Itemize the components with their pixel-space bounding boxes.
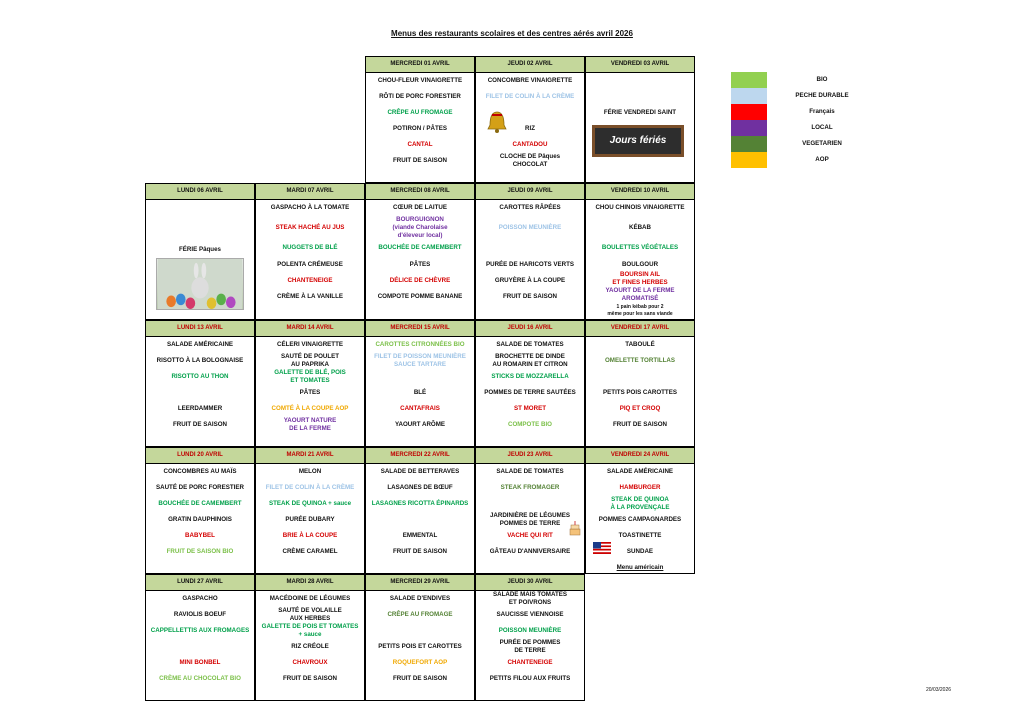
- day-header: MERCREDI 29 AVRIL: [366, 575, 474, 591]
- day-mon13: [145, 320, 255, 447]
- legend-swatch-peche: [731, 88, 767, 104]
- legend-swatch-aop: [731, 152, 767, 168]
- menu-item: CHANTENEIGE: [287, 277, 333, 284]
- menu-item: (viande Charolaise: [392, 224, 448, 231]
- legend-label-vegetarien: VEGETARIEN: [802, 140, 842, 147]
- legend-label-francais: Français: [809, 108, 835, 115]
- menu-item: POISSON MEUNIÈRE: [498, 627, 562, 634]
- legend-label-local: LOCAL: [811, 124, 833, 131]
- day-header: LUNDI 06 AVRIL: [146, 184, 254, 200]
- menu-item: CRÊPE AU FROMAGE: [387, 109, 453, 116]
- legend-swatch-local: [731, 120, 767, 136]
- menu-item: FRUIT DE SAISON: [173, 421, 227, 428]
- menu-item: BLÉ: [413, 389, 427, 396]
- day-header: LUNDI 27 AVRIL: [146, 575, 254, 591]
- print-date: 20/03/2026: [926, 687, 952, 693]
- menu-item: BOURSIN AIL: [620, 271, 660, 278]
- legend-swatch-francais: [731, 104, 767, 120]
- menu-item: SALADE DE TOMATES: [496, 468, 564, 475]
- menu-item: SAUTÉ DE PORC FORESTIER: [155, 484, 244, 491]
- menu-item: FILET DE COLIN À LA CRÈME: [485, 93, 575, 100]
- menu-note: 1 pain kébab pour 2: [616, 304, 664, 310]
- day-thu09: [475, 183, 585, 320]
- menu-item: RIZ CRÉOLE: [291, 643, 329, 650]
- menu-item: VACHE QUI RIT: [507, 532, 553, 539]
- menu-item: YAOURT ARÔME: [394, 421, 446, 428]
- menu-item: POMMES DE TERRE SAUTÉES: [484, 389, 576, 396]
- day-fri17: [585, 320, 695, 447]
- menu-item: CAROTTES RÂPÉES: [499, 204, 561, 211]
- menu-item: PURÉE DE HARICOTS VERTS: [485, 261, 574, 268]
- menu-item: PÂTES: [299, 389, 321, 396]
- day-mon06: [145, 183, 255, 320]
- menu-item: CHANTENEIGE: [507, 659, 553, 666]
- menu-item: PETITS FILOU AUX FRUITS: [489, 675, 571, 682]
- menu-item: CHOU-FLEUR VINAIGRETTE: [377, 77, 463, 84]
- menu-item: FILET DE COLIN À LA CRÈME: [265, 484, 355, 491]
- day-thu16: [475, 320, 585, 447]
- menu-item: CHOCOLAT: [512, 161, 548, 168]
- day-fri24: [585, 447, 695, 574]
- menu-item: POLENTA CRÉMEUSE: [277, 261, 343, 268]
- menu-item: BOUCHÉE DE CAMEMBERT: [378, 244, 462, 251]
- legend-label-bio: BIO: [816, 76, 828, 83]
- menu-item: CRÈME À LA VANILLE: [277, 293, 343, 300]
- menu-item: COMPOTE BIO: [507, 421, 552, 428]
- menu-item: RISOTTO À LA BOLOGNAISE: [156, 357, 244, 364]
- menu-item: PÂTES: [409, 261, 431, 268]
- menu-item: TOASTINETTE: [618, 532, 662, 539]
- menu-item: BOULETTES VÉGÉTALES: [601, 244, 679, 251]
- menu-item: ET POIVRONS: [508, 599, 552, 606]
- menu-item: BRIE À LA COUPE: [282, 532, 338, 539]
- menu-item: DE TERRE: [514, 647, 546, 654]
- menu-item: FRUIT DE SAISON: [393, 157, 447, 164]
- menu-item: POTIRON / PÂTES: [393, 125, 447, 132]
- menu-note: même pour les sans viande: [607, 311, 673, 317]
- menu-item: CRÊPE AU FROMAGE: [387, 611, 453, 618]
- menu-item: GRUYÈRE À LA COUPE: [494, 277, 566, 284]
- menu-item: POMMES DE TERRE: [499, 520, 561, 527]
- day-thu30: [475, 574, 585, 701]
- menu-item: COMTÉ À LA COUPE AOP: [271, 405, 349, 412]
- menu-item: STEAK DE QUINOA + sauce: [268, 500, 352, 507]
- day-header: MARDI 21 AVRIL: [256, 448, 364, 464]
- day-tue28: [255, 574, 365, 701]
- menu-item: FRUIT DE SAISON: [503, 293, 557, 300]
- menu-item: CHOU CHINOIS VINAIGRETTE: [595, 204, 685, 211]
- day-tue14: [255, 320, 365, 447]
- menu-item: CRÈME CARAMEL: [282, 548, 338, 555]
- day-header: MARDI 14 AVRIL: [256, 321, 364, 337]
- menu-item: STEAK DE QUINOA: [611, 496, 669, 503]
- menu-note: Menu américain: [616, 564, 664, 571]
- day-header: VENDREDI 10 AVRIL: [586, 184, 694, 200]
- menu-item: RAVIOLIS BOEUF: [173, 611, 227, 618]
- menu-item: BOULGOUR: [621, 261, 659, 268]
- day-header: MERCREDI 01 AVRIL: [366, 57, 474, 73]
- menu-item: BABYBEL: [185, 532, 215, 539]
- menu-item: GRATIN DAUPHINOIS: [168, 516, 232, 523]
- menu-item: SAUTÉ DE VOLAILLE: [278, 607, 342, 614]
- menu-item: MINI BONBEL: [179, 659, 221, 666]
- menu-item: DÉLICE DE CHÈVRE: [389, 277, 451, 284]
- menu-item: LEERDAMMER: [177, 405, 223, 412]
- menu-item: FÉRIE VENDREDI SAINT: [603, 109, 677, 116]
- legend-swatch-bio: [731, 72, 767, 88]
- menu-item: CANTAFRAIS: [400, 405, 440, 412]
- menu-item: SALADE DE TOMATES: [496, 341, 564, 348]
- legend-swatch-vegetarien: [731, 136, 767, 152]
- page-title: Menus des restaurants scolaires et des centres aérés avril 2026: [391, 29, 633, 38]
- day-header: JEUDI 09 AVRIL: [476, 184, 584, 200]
- easter-bunny-image: [156, 258, 244, 310]
- day-wed15: [365, 320, 475, 447]
- menu-item: CŒUR DE LAITUE: [393, 204, 447, 211]
- menu-item: TABOULÉ: [625, 341, 655, 348]
- day-tue07: [255, 183, 365, 320]
- menu-item: PURÉE DE POMMES: [499, 639, 561, 646]
- menu-item: PIQ ET CROQ: [619, 405, 661, 412]
- day-header: VENDREDI 17 AVRIL: [586, 321, 694, 337]
- menu-item: SAUTÉ DE POULET: [280, 353, 340, 360]
- day-header: JEUDI 30 AVRIL: [476, 575, 584, 591]
- menu-item: GASPACHO À LA TOMATE: [270, 204, 350, 211]
- menu-item: SAUCE TARTARE: [393, 361, 447, 368]
- legend-label-peche: PECHE DURABLE: [795, 92, 849, 99]
- menu-item: d'éleveur local): [397, 232, 443, 239]
- day-header: LUNDI 20 AVRIL: [146, 448, 254, 464]
- day-mon27: [145, 574, 255, 701]
- menu-item: ET FINES HERBES: [612, 279, 668, 286]
- menu-item: SALADE DE BETTERAVES: [380, 468, 460, 475]
- menu-item: GÂTEAU D'ANNIVERSAIRE: [489, 548, 571, 555]
- menu-item: CRÈME AU CHOCOLAT BIO: [159, 675, 241, 682]
- menu-item: SALADE AMÉRICAINE: [606, 468, 674, 475]
- day-mon20: [145, 447, 255, 574]
- day-thu23: [475, 447, 585, 574]
- menu-item: SALADE AMÉRICAINE: [166, 341, 234, 348]
- menu-item: BOUCHÉE DE CAMEMBERT: [158, 500, 242, 507]
- menu-item: BROCHETTE DE DINDE: [495, 353, 565, 360]
- menu-item: CONCOMBRES AU MAÏS: [163, 468, 237, 475]
- menu-item: CAROTTES CITRONNÉES BIO: [375, 341, 465, 348]
- menu-item: FÉRIE Pâques: [179, 246, 221, 253]
- day-header: JEUDI 02 AVRIL: [476, 57, 584, 73]
- menu-item: SAUCISSE VIENNOISE: [496, 611, 564, 618]
- menu-item: CÉLERI VINAIGRETTE: [276, 341, 343, 348]
- menu-item: FRUIT DE SAISON BIO: [166, 548, 234, 555]
- day-thu02: [475, 56, 585, 183]
- menu-item: YAOURT NATURE: [283, 417, 337, 424]
- menu-item: + sauce: [298, 631, 322, 638]
- menu-item: AUX HERBES: [289, 615, 331, 622]
- menu-item: AU PAPRIKA: [290, 361, 330, 368]
- legend-label-aop: AOP: [815, 156, 829, 163]
- day-header: VENDREDI 03 AVRIL: [586, 57, 694, 73]
- menu-item: GASPACHO: [182, 595, 218, 602]
- menu-item: SALADE MAÏS TOMATES: [492, 591, 568, 598]
- menu-item: AU ROMARIN ET CITRON: [492, 361, 568, 368]
- menu-item: DE LA FERME: [289, 425, 331, 432]
- menu-item: PETITS POIS CAROTTES: [603, 389, 677, 396]
- menu-item: STEAK HACHÉ AU JUS: [275, 224, 345, 231]
- menu-item: CONCOMBRE VINAIGRETTE: [487, 77, 573, 84]
- jours-feries-sign: Jours fériés: [592, 125, 684, 157]
- menu-item: MELON: [298, 468, 322, 475]
- menu-item: FRUIT DE SAISON: [393, 675, 447, 682]
- menu-item: FRUIT DE SAISON: [283, 675, 337, 682]
- menu-item: JARDINIÈRE DE LÉGUMES: [489, 512, 571, 519]
- day-tue21: [255, 447, 365, 574]
- menu-item: ET TOMATES: [290, 377, 330, 384]
- menu-item: HAMBURGER: [619, 484, 661, 491]
- day-header: MARDI 07 AVRIL: [256, 184, 364, 200]
- menu-item: STICKS DE MOZZARELLA: [491, 373, 569, 380]
- menu-item: ST MORET: [514, 405, 546, 412]
- menu-item: GALETTE DE BLÉ, POIS: [274, 369, 346, 376]
- day-fri03: [585, 56, 695, 183]
- menu-item: RÔTI DE PORC FORESTIER: [379, 93, 461, 100]
- menu-item: POISSON MEUNIÈRE: [498, 224, 562, 231]
- menu-item: RIZ: [525, 125, 535, 132]
- menu-item: LASAGNES DE BŒUF: [387, 484, 453, 491]
- day-header: MERCREDI 22 AVRIL: [366, 448, 474, 464]
- day-wed29: [365, 574, 475, 701]
- menu-item: MACÉDOINE DE LÉGUMES: [269, 595, 351, 602]
- day-wed08: [365, 183, 475, 320]
- menu-item: CANTADOU: [512, 141, 548, 148]
- menu-item: CLOCHE DE Pâques: [499, 153, 561, 160]
- menu-item: GALETTE DE POIS ET TOMATES: [261, 623, 359, 630]
- menu-item: CAPPELLETTIS AUX FROMAGES: [150, 627, 250, 634]
- menu-item: CHAVROUX: [292, 659, 328, 666]
- menu-item: SALADE D'ENDIVES: [389, 595, 451, 602]
- menu-item: OMELETTE TORTILLAS: [604, 357, 675, 364]
- day-header: LUNDI 13 AVRIL: [146, 321, 254, 337]
- day-header: VENDREDI 24 AVRIL: [586, 448, 694, 464]
- day-wed01: [365, 56, 475, 183]
- menu-item: FILET DE POISSON MEUNIÈRE: [374, 353, 466, 360]
- day-wed22: [365, 447, 475, 574]
- menu-item: FRUIT DE SAISON: [613, 421, 667, 428]
- day-header: MARDI 28 AVRIL: [256, 575, 364, 591]
- menu-item: POMMES CAMPAGNARDES: [598, 516, 682, 523]
- day-header: JEUDI 16 AVRIL: [476, 321, 584, 337]
- menu-item: RISOTTO AU THON: [171, 373, 229, 380]
- menu-item: BOURGUIGNON: [396, 216, 444, 223]
- day-header: JEUDI 23 AVRIL: [476, 448, 584, 464]
- menu-item: À LA PROVENÇALE: [610, 504, 670, 511]
- menu-item: SUNDAE: [626, 548, 654, 555]
- menu-item: LASAGNES RICOTTA ÉPINARDS: [371, 500, 469, 507]
- menu-item: CANTAL: [407, 141, 433, 148]
- menu-item: STEAK FROMAGER: [500, 484, 560, 491]
- menu-item: PETITS POIS ET CAROTTES: [378, 643, 462, 650]
- menu-item: EMMENTAL: [402, 532, 438, 539]
- menu-item: NUGGETS DE BLÉ: [282, 244, 338, 251]
- menu-item: FRUIT DE SAISON: [393, 548, 447, 555]
- menu-item: ROQUEFORT AOP: [392, 659, 448, 666]
- day-header: MERCREDI 08 AVRIL: [366, 184, 474, 200]
- menu-item: KÉBAB: [628, 224, 651, 231]
- menu-item: AROMATISÉ: [621, 295, 659, 302]
- menu-item: COMPOTE POMME BANANE: [377, 293, 463, 300]
- menu-item: YAOURT DE LA FERME: [605, 287, 675, 294]
- day-header: MERCREDI 15 AVRIL: [366, 321, 474, 337]
- day-fri10: [585, 183, 695, 320]
- menu-item: PURÉE DUBARY: [285, 516, 335, 523]
